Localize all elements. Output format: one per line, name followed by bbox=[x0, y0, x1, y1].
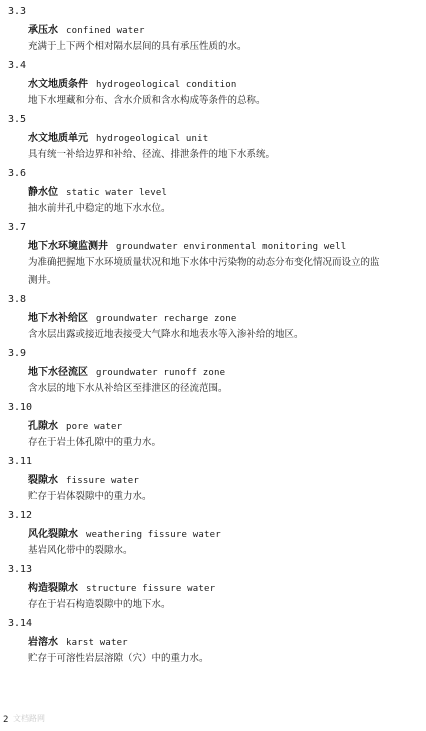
term-definition: 贮存于岩体裂隙中的重力水。 bbox=[28, 491, 152, 502]
term-definition-line-1: 为准确把握地下水环境质量状况和地下水体中污染物的动态分布变化情况而设立的监 bbox=[28, 257, 380, 268]
term-definition: 存在于岩土体孔隙中的重力水。 bbox=[28, 437, 162, 448]
term-english: pore water bbox=[66, 422, 123, 432]
page-number: 2 bbox=[3, 715, 9, 725]
term-chinese: 岩溶水 bbox=[28, 637, 58, 648]
term-heading bbox=[28, 474, 139, 488]
term-heading bbox=[28, 186, 167, 200]
entry-number: 3.4 bbox=[8, 60, 27, 71]
term-heading bbox=[28, 366, 225, 380]
term-heading bbox=[28, 420, 122, 434]
term-definition: 抽水前井孔中稳定的地下水水位。 bbox=[28, 203, 171, 214]
term-definition: 贮存于可溶性岩层溶隙（穴）中的重力水。 bbox=[28, 653, 209, 664]
term-english: groundwater recharge zone bbox=[96, 314, 237, 324]
term-chinese: 裂隙水 bbox=[28, 475, 58, 486]
term-english: groundwater environmental monitoring well bbox=[116, 242, 347, 252]
entry-number: 3.11 bbox=[8, 456, 33, 467]
term-english: hydrogeological unit bbox=[96, 134, 209, 144]
entry-number: 3.14 bbox=[8, 618, 33, 629]
entry-number: 3.6 bbox=[8, 168, 27, 179]
term-heading bbox=[28, 240, 346, 254]
entry-number: 3.12 bbox=[8, 510, 33, 521]
watermark: 文档路网 bbox=[13, 714, 45, 723]
term-chinese: 构造裂隙水 bbox=[28, 583, 78, 594]
entry-number: 3.8 bbox=[8, 294, 27, 305]
term-chinese: 水文地质单元 bbox=[28, 133, 88, 144]
term-definition: 存在于岩石构造裂隙中的地下水。 bbox=[28, 599, 171, 610]
entry-number: 3.10 bbox=[8, 402, 33, 413]
term-heading bbox=[28, 636, 128, 650]
term-definition: 基岩风化带中的裂隙水。 bbox=[28, 545, 133, 556]
entry-number: 3.13 bbox=[8, 564, 33, 575]
term-english: weathering fissure water bbox=[86, 530, 221, 540]
term-chinese: 地下水补给区 bbox=[28, 313, 88, 324]
term-english: static water level bbox=[66, 188, 168, 198]
term-chinese: 静水位 bbox=[28, 187, 58, 198]
term-english: fissure water bbox=[66, 476, 140, 486]
term-chinese: 孔隙水 bbox=[28, 421, 58, 432]
term-definition: 具有统一补给边界和补给、径流、排泄条件的地下水系统。 bbox=[28, 149, 276, 160]
term-heading bbox=[28, 312, 236, 326]
term-english: confined water bbox=[66, 26, 145, 36]
term-definition: 充满于上下两个相对隔水层间的具有承压性质的水。 bbox=[28, 41, 247, 52]
term-definition: 地下水埋藏和分布、含水介质和含水构成等条件的总称。 bbox=[28, 95, 266, 106]
entry-number: 3.3 bbox=[8, 6, 27, 17]
term-english: hydrogeological condition bbox=[96, 80, 237, 90]
term-chinese: 风化裂隙水 bbox=[28, 529, 78, 540]
term-chinese: 水文地质条件 bbox=[28, 79, 88, 90]
term-definition: 含水层出露或接近地表接受大气降水和地表水等入渗补给的地区。 bbox=[28, 329, 304, 340]
entry-number: 3.7 bbox=[8, 222, 27, 233]
term-english: groundwater runoff zone bbox=[96, 368, 226, 378]
term-heading bbox=[28, 78, 236, 92]
term-heading bbox=[28, 528, 221, 542]
term-english: karst water bbox=[66, 638, 128, 648]
term-chinese: 地下水径流区 bbox=[28, 367, 88, 378]
term-english: structure fissure water bbox=[86, 584, 216, 594]
term-definition: 含水层的地下水从补给区至排泄区的径流范围。 bbox=[28, 383, 228, 394]
term-chinese: 承压水 bbox=[28, 25, 58, 36]
term-chinese: 地下水环境监测井 bbox=[28, 241, 108, 252]
term-heading bbox=[28, 24, 145, 38]
entry-number: 3.5 bbox=[8, 114, 27, 125]
term-heading bbox=[28, 132, 208, 146]
term-heading bbox=[28, 582, 215, 596]
term-definition-line-2: 测井。 bbox=[28, 275, 57, 286]
entry-number: 3.9 bbox=[8, 348, 27, 359]
